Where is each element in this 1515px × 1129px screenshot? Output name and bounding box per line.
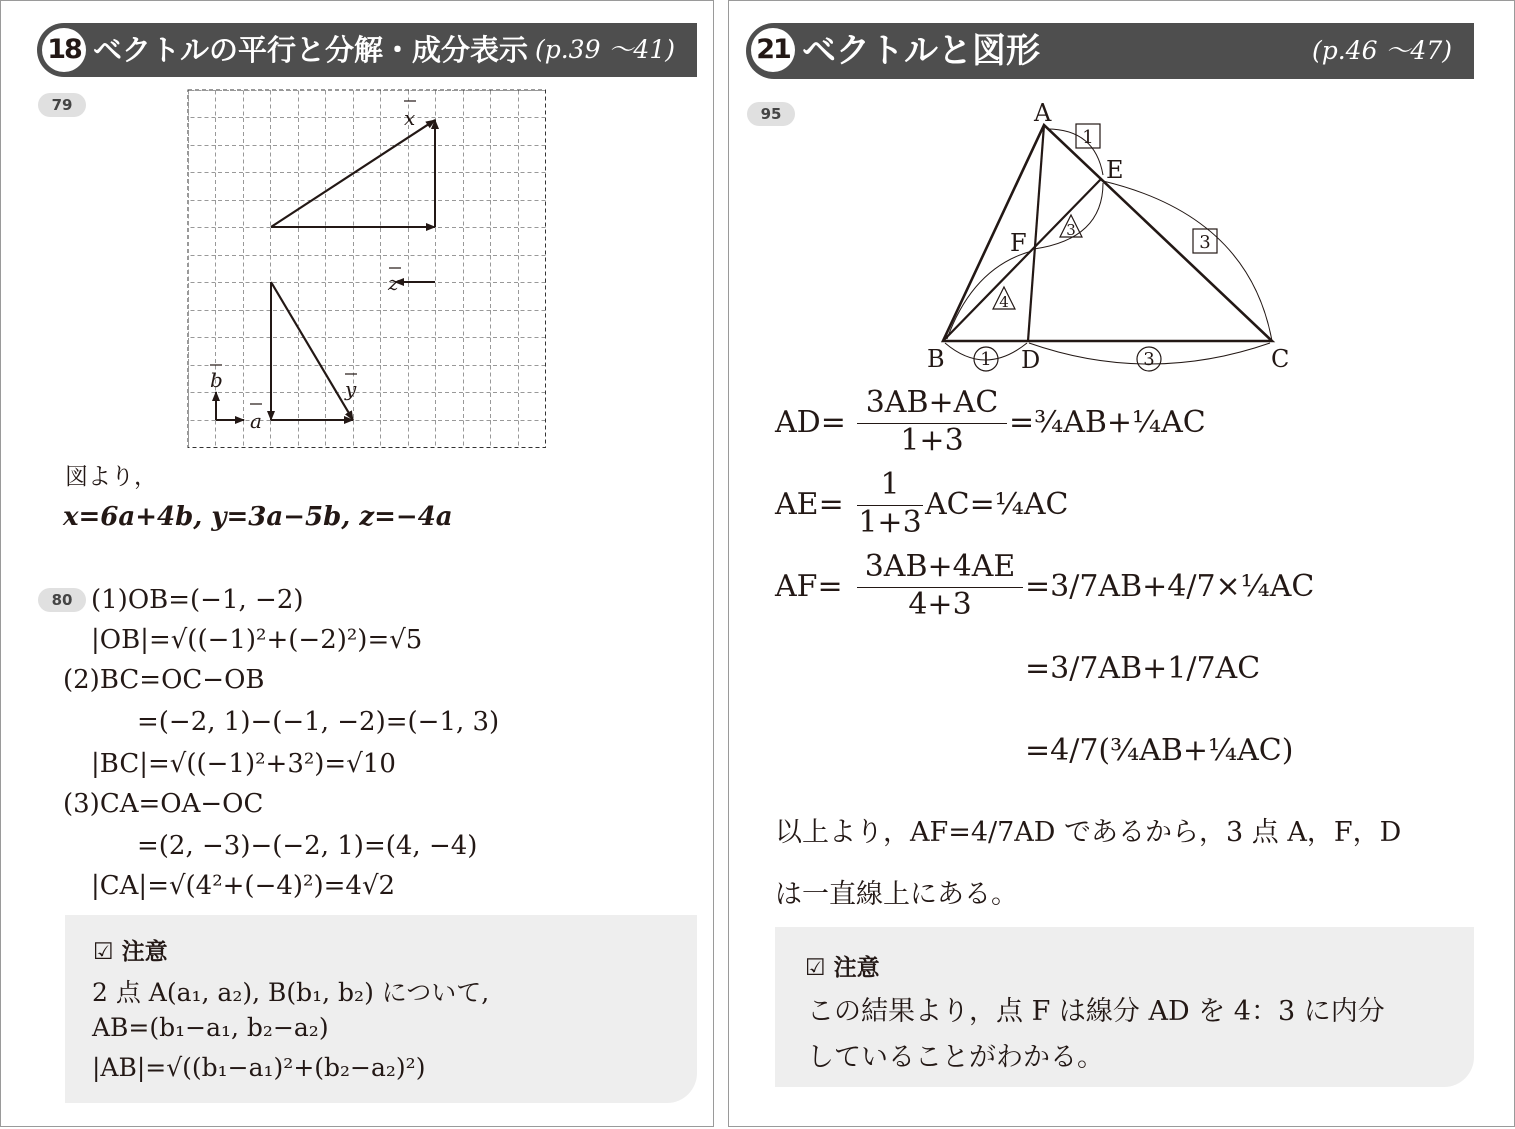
label-y: y — [345, 377, 357, 401]
section-pages: (p.46 ～47) — [1311, 36, 1452, 65]
eq2-lhs: AE= — [775, 487, 844, 522]
p80-line-1: (1)OB=(−1, −2) — [91, 585, 304, 615]
segment-ad — [1028, 125, 1044, 341]
equation-af — [775, 549, 1435, 629]
p80-line-6: (3)CA=OA−OC — [63, 789, 264, 819]
arc-fe — [1034, 183, 1103, 249]
p80-line-5: |BC|=√((−1)²+3²)=√10 — [91, 749, 396, 779]
label-x: x — [404, 106, 416, 130]
problem-80-badge: 80 — [38, 588, 86, 612]
p80-line-3: (2)BC=OC−OB — [63, 665, 265, 695]
left-page — [0, 0, 714, 1127]
vector-grid-figure — [188, 90, 548, 448]
section-title: ベクトルの平行と分解・成分表示 — [93, 33, 529, 67]
problem-79-badge: 79 — [38, 93, 86, 117]
note-line-1: 2 点 A(a₁, a₂), B(b₁, b₂) について, — [92, 978, 490, 1007]
eq1-num: 3AB+AC — [865, 385, 999, 420]
note-title: ☑ 注意 — [805, 955, 880, 981]
label-b: b — [210, 368, 223, 392]
note-line-2: AB=(b₁−a₁, b₂−a₂) — [92, 1013, 329, 1042]
point-d-label: D — [1021, 346, 1041, 374]
equation-ae — [775, 467, 1395, 547]
note-box-left — [65, 915, 697, 1103]
label-a: a — [250, 409, 262, 433]
ratio-fe: 3 — [1066, 221, 1076, 239]
point-c-label: C — [1271, 345, 1290, 373]
section-number: 21 — [751, 28, 795, 72]
eq1-rest: =¾AB+¼AC — [1009, 405, 1206, 440]
ratio-bf: 4 — [999, 293, 1009, 311]
section-pages: (p.39 ～41) — [534, 35, 675, 64]
conclusion-line-2: は一直線上にある。 — [775, 879, 1018, 910]
section-18-header — [37, 23, 697, 77]
eq2-num: 1 — [880, 467, 900, 502]
equation-af-step3: =4/7(¾AB+¼AC) — [1025, 733, 1294, 768]
eq3-lhs: AF= — [775, 569, 843, 604]
right-page — [728, 0, 1515, 1127]
conclusion-line-1: 以上より，AF=4/7AD であるから，3 点 A，F，D — [775, 817, 1402, 848]
note-title: ☑ 注意 — [93, 939, 168, 965]
note-box-right — [775, 927, 1474, 1087]
ratio-bd: 1 — [980, 349, 992, 370]
ratio-ae: 1 — [1082, 127, 1094, 148]
note-line-3: |AB|=√((b₁−a₁)²+(b₂−a₂)²) — [92, 1053, 426, 1082]
section-title: ベクトルと図形 — [802, 31, 1040, 71]
eq3-rest: =3/7AB+4/7×¼AC — [1025, 569, 1315, 604]
point-f-label: F — [1010, 229, 1027, 257]
eq3-num: 3AB+4AE — [864, 549, 1016, 584]
triangle-figure — [729, 1, 1515, 381]
ratio-ec: 3 — [1199, 232, 1211, 253]
eq1-lhs: AD= — [775, 405, 846, 440]
equation-af-step2: =3/7AB+1/7AC — [1025, 651, 1261, 686]
segment-be — [943, 179, 1101, 341]
p80-line-7: =(2, −3)−(−2, 1)=(4, −4) — [137, 831, 478, 861]
checkbox-icon: ☑ — [93, 939, 114, 965]
eq2-rest: AC=¼AC — [925, 487, 1069, 522]
problem-95-badge: 95 — [747, 102, 795, 126]
section-number: 18 — [42, 28, 86, 72]
note-line-2: していることがわかる。 — [807, 1042, 1104, 1073]
equation-ad — [775, 385, 1395, 465]
eq3-den: 4+3 — [908, 587, 972, 622]
eq1-den: 1+3 — [900, 423, 964, 458]
p80-line-4: =(−2, 1)−(−1, −2)=(−1, 3) — [137, 707, 500, 737]
point-a-label: A — [1034, 99, 1052, 127]
point-b-label: B — [927, 345, 945, 373]
label-z: z — [388, 271, 399, 295]
p80-line-8: |CA|=√(4²+(−4)²)=4√2 — [91, 871, 396, 901]
checkbox-icon: ☑ — [805, 955, 826, 981]
note-line-1: この結果より，点 F は線分 AD を 4：3 に内分 — [807, 996, 1385, 1027]
eq2-den: 1+3 — [858, 505, 922, 540]
point-e-label: E — [1106, 156, 1124, 184]
p80-line-2: |OB|=√((−1)²+(−2)²)=√5 — [91, 625, 423, 655]
vector-decomposition-result: x=6a+4b, y=3a−5b, z=−4a — [63, 502, 453, 532]
ratio-dc: 3 — [1143, 349, 1155, 370]
figure-caption: 図より， — [65, 464, 157, 490]
